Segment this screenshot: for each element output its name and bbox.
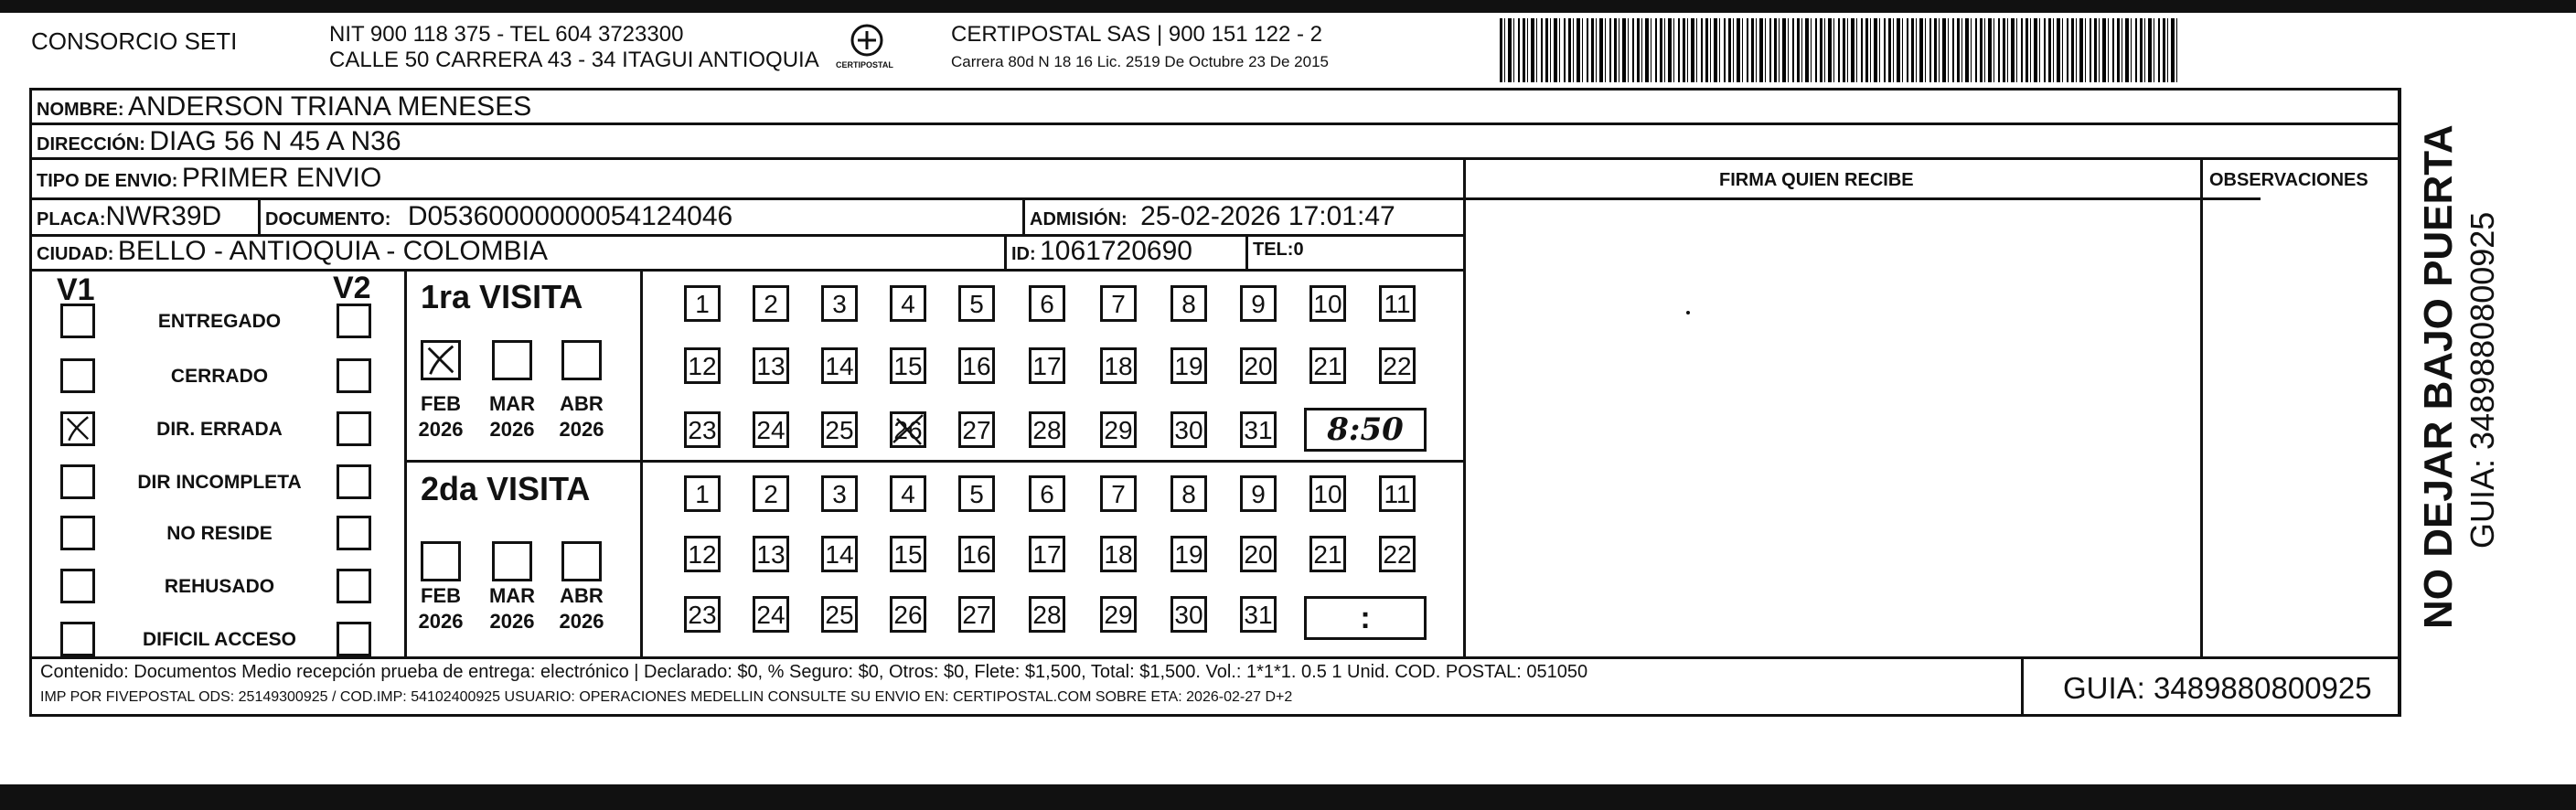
row-divider — [29, 269, 1463, 272]
day-number: 23 — [688, 601, 717, 629]
admission-divider — [1022, 197, 1025, 234]
side-guia: GUIA: 3489880800925 — [2464, 211, 2501, 549]
day-box[interactable] — [1379, 285, 1416, 322]
day-number: 17 — [1032, 352, 1062, 380]
day-number: 30 — [1174, 601, 1203, 629]
day-box[interactable] — [1100, 475, 1137, 512]
row-divider — [29, 123, 2401, 125]
day-number: 11 — [1384, 290, 1411, 318]
day-number: 30 — [1174, 416, 1203, 444]
day-box[interactable] — [821, 347, 858, 384]
v1-header: V1 — [57, 272, 95, 307]
day-number: 14 — [825, 540, 854, 569]
day-number: 7 — [1111, 480, 1126, 508]
day-number: 8 — [1181, 290, 1196, 318]
company-name: CONSORCIO SETI — [31, 27, 238, 55]
day-box[interactable] — [1029, 347, 1065, 384]
v2-checkbox[interactable] — [337, 622, 371, 656]
day-box[interactable] — [1379, 347, 1416, 384]
day-number: 31 — [1244, 416, 1273, 444]
day-box[interactable] — [1170, 285, 1207, 322]
address-line: CALLE 50 CARRERA 43 - 34 ITAGUI ANTIOQUIA — [329, 48, 819, 72]
day-box[interactable] — [1029, 475, 1065, 512]
day-number: 4 — [901, 290, 915, 318]
visit1-time[interactable] — [1304, 408, 1427, 452]
month-name: ABR — [560, 392, 604, 415]
day-number: 1 — [695, 480, 710, 508]
day-box[interactable] — [1170, 596, 1207, 633]
day-box[interactable] — [1029, 411, 1065, 448]
day-box[interactable] — [753, 347, 789, 384]
month-year: 2026 — [559, 610, 604, 633]
month-year: 2026 — [489, 418, 535, 441]
status-label: ENTREGADO — [157, 311, 282, 332]
month-checkbox[interactable] — [492, 541, 532, 581]
day-number: 22 — [1383, 352, 1412, 380]
day-box[interactable] — [753, 285, 789, 322]
month-name: FEB — [421, 584, 461, 607]
v2-checkbox[interactable] — [337, 411, 371, 446]
visit2-title: 2da VISITA — [421, 470, 591, 507]
day-number: 24 — [756, 416, 786, 444]
month-name: MAR — [488, 392, 536, 415]
day-number: 12 — [688, 352, 717, 380]
side-notice: NO DEJAR BAJO PUERTA — [2416, 124, 2461, 629]
day-number: 19 — [1174, 540, 1203, 569]
city-label: CIUDAD: — [37, 244, 114, 264]
v1-checkbox[interactable] — [60, 622, 95, 656]
day-box[interactable] — [958, 411, 995, 448]
day-number: 4 — [901, 480, 915, 508]
day-box[interactable] — [821, 411, 858, 448]
day-box[interactable] — [1240, 347, 1277, 384]
id-divider — [1004, 234, 1007, 269]
status-label: REHUSADO — [164, 576, 275, 597]
tel-label: TEL: — [1253, 240, 1294, 260]
footer-guia: GUIA: 3489880800925 — [2063, 671, 2372, 705]
day-box[interactable] — [1240, 536, 1277, 572]
id-value: 1061720690 — [1040, 236, 1192, 266]
day-number: 26 — [893, 416, 923, 444]
row-divider — [29, 197, 2261, 200]
day-box[interactable] — [958, 475, 995, 512]
day-box[interactable] — [890, 347, 926, 384]
address-label: DIRECCIÓN: — [37, 134, 145, 155]
tel-divider — [1245, 234, 1248, 269]
day-number: 15 — [893, 352, 923, 380]
day-box[interactable] — [1100, 347, 1137, 384]
v2-checkbox[interactable] — [337, 464, 371, 499]
license-line: Carrera 80d N 18 16 Lic. 2519 De Octubre 23 De 2015 — [951, 53, 1329, 70]
day-number: 18 — [1104, 352, 1133, 380]
v2-header: V2 — [333, 271, 371, 305]
admission-value: 25-02-2026 17:01:47 — [1140, 201, 1395, 231]
day-number: 6 — [1040, 480, 1054, 508]
visit2-time-value: : — [1360, 601, 1371, 635]
row-divider — [29, 157, 2401, 160]
label-frame — [29, 88, 2401, 717]
day-number: 19 — [1174, 352, 1203, 380]
signature-divider — [1463, 157, 1466, 656]
day-number: 6 — [1040, 290, 1054, 318]
day-number: 17 — [1032, 540, 1062, 569]
day-box[interactable] — [1100, 285, 1137, 322]
v2-checkbox[interactable] — [337, 358, 371, 393]
barcode — [1500, 18, 2181, 82]
day-box[interactable] — [1029, 536, 1065, 572]
day-box[interactable] — [1170, 411, 1207, 448]
day-number: 16 — [962, 352, 991, 380]
day-number: 28 — [1032, 416, 1062, 444]
day-number: 11 — [1384, 480, 1411, 508]
id-label: ID: — [1011, 244, 1036, 264]
status-label: DIR INCOMPLETA — [137, 472, 302, 493]
day-box[interactable] — [684, 285, 721, 322]
footer-content: Contenido: Documentos Medio recepción prueba de entrega: electrónico | Declarado: $0, % Seguro: $0, Otros: $0, Flete: $1,500, Total: $1,500. Vol.: 1*1*1. 0.5 1 Unid. COD. POSTAL: 051050 — [40, 662, 1588, 682]
day-box[interactable] — [821, 475, 858, 512]
day-box[interactable] — [753, 536, 789, 572]
signature-header: FIRMA QUIEN RECIBE — [1719, 170, 1914, 190]
day-box[interactable] — [1170, 475, 1207, 512]
month-checkbox[interactable] — [561, 541, 602, 581]
day-box[interactable] — [890, 536, 926, 572]
day-number: 15 — [893, 540, 923, 569]
plate-value: NWR39D — [105, 201, 222, 231]
day-box[interactable] — [1379, 536, 1416, 572]
month-checkbox[interactable] — [421, 541, 461, 581]
month-name: ABR — [560, 584, 604, 607]
day-number: 20 — [1244, 352, 1273, 380]
footer-imp: IMP POR FIVEPOSTAL ODS: 25149300925 / COD.IMP: 54102400925 USUARIO: OPERACIONES MEDELLIN CONSULTE SU ENVIO EN: CERTIPOSTAL.COM SOBRE ETA: 2026-02-27 D+2 — [40, 689, 1293, 705]
v1-checkbox[interactable] — [60, 304, 95, 338]
month-checkbox[interactable] — [492, 340, 532, 380]
month-name: MAR — [488, 584, 536, 607]
month-checkbox[interactable] — [421, 340, 461, 380]
day-number: 29 — [1104, 416, 1133, 444]
plate-label: PLACA: — [37, 209, 106, 229]
day-number: 22 — [1383, 540, 1412, 569]
document-label: DOCUMENTO: — [265, 209, 391, 229]
day-number: 29 — [1104, 601, 1133, 629]
day-number: 25 — [825, 601, 854, 629]
observations-header: OBSERVACIONES — [2209, 170, 2368, 190]
day-number: 27 — [962, 601, 991, 629]
calendar-divider — [640, 269, 643, 656]
v2-checkbox[interactable] — [337, 569, 371, 603]
day-box[interactable] — [684, 411, 721, 448]
visit1-title: 1ra VISITA — [421, 278, 583, 315]
month-year: 2026 — [559, 418, 604, 441]
day-box[interactable] — [1309, 536, 1346, 572]
day-number: 10 — [1313, 480, 1342, 508]
visit-divider — [404, 460, 1463, 463]
day-box[interactable] — [1309, 285, 1346, 322]
day-box[interactable] — [958, 285, 995, 322]
day-box[interactable] — [821, 536, 858, 572]
day-number: 2 — [764, 480, 778, 508]
day-number: 25 — [825, 416, 854, 444]
carrier-line: CERTIPOSTAL SAS | 900 151 122 - 2 — [951, 22, 1322, 47]
day-box[interactable] — [1379, 475, 1416, 512]
plate-divider — [258, 197, 261, 234]
day-box[interactable] — [821, 285, 858, 322]
day-box[interactable] — [890, 596, 926, 633]
city-value: BELLO - ANTIOQUIA - COLOMBIA — [117, 236, 549, 266]
day-number: 5 — [969, 290, 984, 318]
signature-mark — [1686, 311, 1690, 314]
day-number: 9 — [1251, 290, 1266, 318]
document-value: D05360000000054124046 — [407, 201, 733, 231]
day-number: 28 — [1032, 601, 1062, 629]
recipient-address: DIAG 56 N 45 A N36 — [149, 126, 401, 156]
day-box[interactable] — [1170, 536, 1207, 572]
day-box[interactable] — [684, 596, 721, 633]
v2-checkbox[interactable] — [337, 516, 371, 550]
day-number: 20 — [1244, 540, 1273, 569]
day-number: 14 — [825, 352, 854, 380]
day-box[interactable] — [753, 411, 789, 448]
v2-checkbox[interactable] — [337, 304, 371, 338]
visit1-time-value: 8:50 — [1327, 411, 1404, 448]
day-box[interactable] — [684, 536, 721, 572]
day-number: 13 — [756, 540, 786, 569]
admission-label: ADMISIÓN: — [1030, 209, 1128, 229]
day-number: 21 — [1313, 352, 1342, 380]
day-box[interactable] — [1100, 596, 1137, 633]
day-box[interactable] — [1100, 536, 1137, 572]
day-number: 1 — [695, 290, 710, 318]
day-number: 23 — [688, 416, 717, 444]
status-label: CERRADO — [170, 366, 269, 387]
day-number: 8 — [1181, 480, 1196, 508]
v1-checkbox[interactable] — [60, 411, 95, 446]
day-box[interactable] — [1309, 347, 1346, 384]
day-number: 21 — [1313, 540, 1342, 569]
day-box[interactable] — [890, 285, 926, 322]
type-label: TIPO DE ENVIO: — [37, 171, 178, 191]
name-label: NOMBRE: — [37, 100, 124, 120]
day-box[interactable] — [1029, 285, 1065, 322]
status-divider — [404, 269, 407, 656]
day-box[interactable] — [684, 475, 721, 512]
day-box[interactable] — [1100, 411, 1137, 448]
bottom-border — [0, 784, 2576, 810]
certipostal-logo — [836, 20, 894, 75]
footer-divider — [29, 656, 2401, 659]
day-number: 9 — [1251, 480, 1266, 508]
day-number: 18 — [1104, 540, 1133, 569]
tel-value: 0 — [1293, 240, 1304, 260]
day-box[interactable] — [890, 475, 926, 512]
top-border — [0, 0, 2576, 13]
v1-checkbox[interactable] — [60, 569, 95, 603]
observations-divider — [2200, 157, 2203, 656]
day-box[interactable] — [958, 596, 995, 633]
day-number: 7 — [1111, 290, 1126, 318]
day-box[interactable] — [1240, 596, 1277, 633]
shipment-type: PRIMER ENVIO — [181, 163, 382, 193]
status-label: NO RESIDE — [166, 523, 273, 544]
status-label: DIFICIL ACCESO — [142, 629, 296, 650]
day-number: 27 — [962, 416, 991, 444]
day-number: 26 — [893, 601, 923, 629]
day-box[interactable] — [1240, 411, 1277, 448]
nit-line: NIT 900 118 375 - TEL 604 3723300 — [329, 22, 684, 47]
v1-checkbox[interactable] — [60, 516, 95, 550]
day-number: 3 — [832, 290, 847, 318]
day-box[interactable] — [684, 347, 721, 384]
day-box[interactable] — [890, 411, 926, 448]
day-number: 10 — [1313, 290, 1342, 318]
v1-checkbox[interactable] — [60, 358, 95, 393]
day-number: 2 — [764, 290, 778, 318]
day-box[interactable] — [958, 347, 995, 384]
day-box[interactable] — [1240, 285, 1277, 322]
day-number: 3 — [832, 480, 847, 508]
day-box[interactable] — [1029, 596, 1065, 633]
day-box[interactable] — [753, 596, 789, 633]
day-box[interactable] — [753, 475, 789, 512]
status-label: DIR. ERRADA — [156, 419, 283, 440]
day-box[interactable] — [821, 596, 858, 633]
day-number: 5 — [969, 480, 984, 508]
recipient-name: ANDERSON TRIANA MENESES — [128, 91, 532, 122]
day-number: 16 — [962, 540, 991, 569]
day-number: 12 — [688, 540, 717, 569]
month-year: 2026 — [489, 610, 535, 633]
month-name: FEB — [421, 392, 461, 415]
logo-text: CERTIPOSTAL — [836, 60, 893, 69]
day-box[interactable] — [1240, 475, 1277, 512]
visit2-time[interactable] — [1304, 596, 1427, 640]
guia-divider — [2021, 656, 2024, 717]
month-year: 2026 — [418, 418, 464, 441]
month-checkbox[interactable] — [561, 340, 602, 380]
day-number: 24 — [756, 601, 786, 629]
day-number: 13 — [756, 352, 786, 380]
day-box[interactable] — [1309, 475, 1346, 512]
day-number: 31 — [1244, 601, 1273, 629]
day-box[interactable] — [958, 536, 995, 572]
month-year: 2026 — [418, 610, 464, 633]
right-divider — [2398, 88, 2400, 717]
day-box[interactable] — [1170, 347, 1207, 384]
v1-checkbox[interactable] — [60, 464, 95, 499]
